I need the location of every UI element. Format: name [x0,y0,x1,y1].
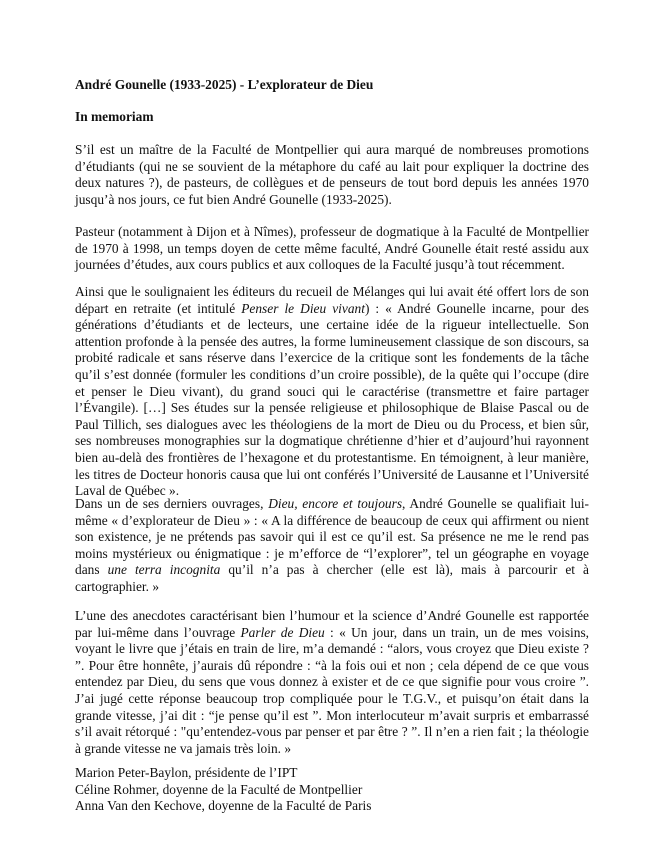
paragraph-melanges [75,284,589,500]
paragraph-explorer-text-c: qu’il n’a pas à chercher (elle est là), mais à parcourir et à cartographier. » [75,562,589,594]
document-title: André Gounelle (1933-2025) - L’explorateur de Dieu [75,77,374,92]
paragraph-melanges-text-b: ) : « André Gounelle incarne, pour des générations d’étudiants et de lecteurs, une certaine idée de la rigueur intellectuelle. Son attention profonde à la pensée des autres, la forme lumineusement classique de son discours, sa probité radicale et sans réserve dans l’exercice de la critique sont les fondements de la tâche qu’il s’est donnée (formuler les conditions d’un croire possible), de la quête qui l’occupe (dire et penser le Dieu vivant), du grand souci qui le caractérise (transmettre et faire partager l’Évangile). […] Ses études sur la pensée religieuse et philosophique de Blaise Pascal ou de Paul Tillich, ses dialogues avec les théologiens de la mort de Dieu ou du Process, et bien sûr, ses nombreuses monographies sur la dogmatique chrétienne d’hier et d’aujourd’hui rayonnent bien au-delà des frontières de l’hexagone et du protestantisme. En témoignent, à leur manière, les titres de Docteur honoris causa que lui ont conférés l’Université de Lausanne et l’Université Laval de Québec ». [75,300,589,499]
book-title-parler-de-dieu: Parler de Dieu [240,624,325,640]
book-title-penser-le-dieu-vivant: Penser le Dieu vivant [241,300,365,316]
paragraph-career: Pasteur (notamment à Dijon et à Nîmes), professeur de dogmatique à la Faculté de Montpellier de 1970 à 1998, un temps doyen de cette même faculté, André Gounelle était resté assidu aux journées d’études, aux cours publics et aux colloques de la Faculté jusqu’à tout récemment. [75,224,589,273]
book-title-dieu-encore-et-toujours: Dieu, encore et toujours [268,496,403,511]
paragraph-anecdote-text-a: L’une des anecdotes caractérisant bien l’humour et la science d’André Gounelle est rapportée par lui-même dans l’ouvrage [75,608,589,640]
paragraph-explorer-text-a: Dans un de ses derniers ouvrages, [75,496,269,511]
paragraph-anecdote [75,608,589,757]
signature-block [75,765,371,815]
signature-line: Céline Rohmer, doyenne de la Faculté de Montpellier [75,781,363,797]
paragraph-explorer [75,496,589,596]
paragraph-intro: S’il est un maître de la Faculté de Montpellier qui aura marqué de nombreuses promotions d’étudiants (qui ne se souvient de la métaphore du café au lait pour expliquer la doctrine des deux natures ?), de pasteurs, de collègues et de penseurs de tout bord depuis les années 1970 jusqu’à nos jours, ce fut bien André Gounelle (1933-2025). [75,142,589,207]
paragraph-melanges-text-a: Ainsi que le soulignaient les éditeurs du recueil de Mélanges qui lui avait été offert lors de son départ en retraite (et intitulé [75,284,589,316]
paragraph-explorer-text-b: , André Gounelle se qualifiait lui-même « d’explorateur de Dieu » : « A la différence de beaucoup de ceux qui affirment ou nient son existence, je ne prétends pas savoir qui il est ce qu’il est. Sa présence ne me le rend pas moins mystérieux ou énigmatique : je m’efforce de “l’explorer”, tel un géographe en voyage dans [75,496,589,578]
paragraph-anecdote-text-b: : « Un jour, dans un train, un de mes voisins, voyant le livre que j’étais en train de lire, m’a demandé : “alors, vous croyez que Dieu existe ? ”. Pour être honnête, j’aurais dû répondre : “à la fois oui et non ; cela dépend de ce que vous entendez par Dieu, du sens que vous donnez à exister et de ce que signifie pour vous croire ”. J’ai jugé cette réponse beaucoup trop compliquée pour le T.G.V., et puisqu’on était dans la grande vitesse, j’ai dit : “je pense qu’il est ”. Mon interlocuteur m’avait surpris et embarrassé s’il avait rétorqué : "qu’entendez-vous par penser et par être ? ”. Il n’en a rien fait ; la théologie à grande vitesse ne va jamais très loin. » [75,624,589,756]
document-subtitle: In memoriam [75,109,154,124]
signature-line: Anna Van den Kechove, doyenne de la Faculté de Paris [75,798,372,814]
signature-line: Marion Peter-Baylon, présidente de l’IPT [75,765,298,780]
phrase-terra-incognita: une terra incognita [107,562,221,578]
